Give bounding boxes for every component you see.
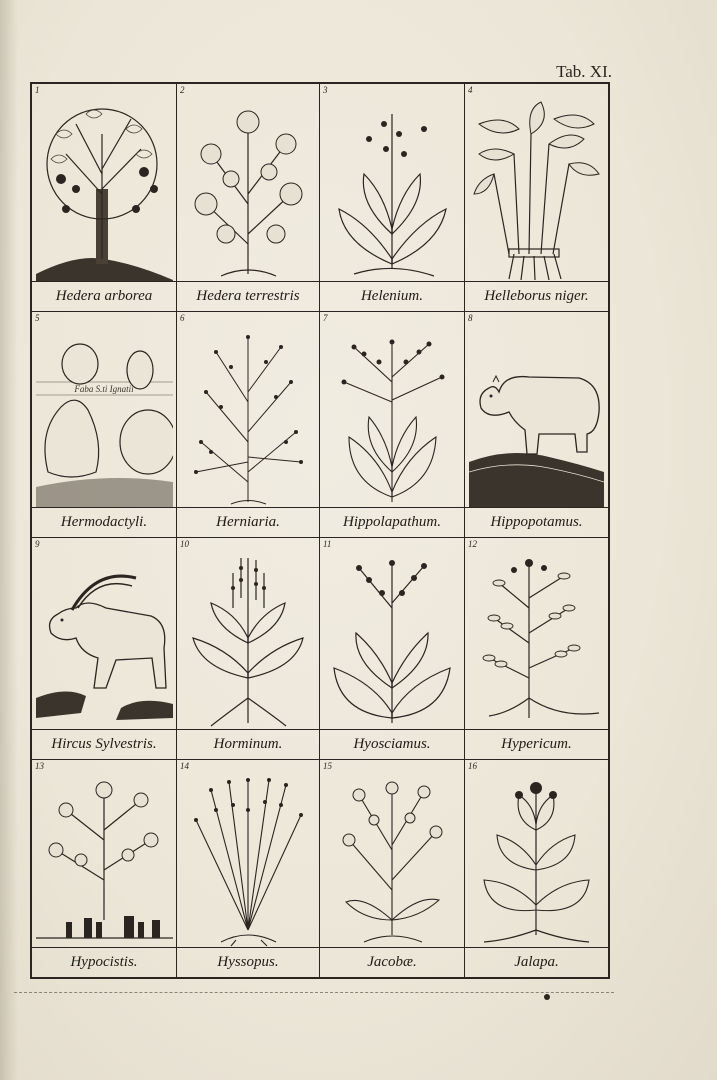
- cell-caption: Jalapa.: [465, 947, 608, 977]
- cell-number: 6: [180, 313, 185, 323]
- hippopotamus-icon: [469, 322, 604, 508]
- cell-caption: Hypocistis.: [32, 947, 176, 977]
- cell-number: 3: [323, 85, 328, 95]
- cell-caption: Hedera terrestris: [177, 281, 319, 311]
- cell-number: 1: [35, 85, 40, 95]
- cell-caption: Horminum.: [177, 729, 319, 759]
- cell-number: 7: [323, 313, 328, 323]
- cell-number: 12: [468, 539, 477, 549]
- leafy-herb-icon: [324, 94, 461, 282]
- bulbs-inner-label: Faba S.ti Ignatii: [74, 384, 134, 394]
- plate-cell: [320, 84, 465, 312]
- ink-dot-ornament: [544, 994, 550, 1000]
- herb-icon: [181, 94, 316, 282]
- plate-tab-label: Tab. XI.: [556, 62, 612, 81]
- cell-caption: Hypericum.: [465, 729, 608, 759]
- plate-cell: [465, 760, 608, 977]
- plate-cell: [32, 538, 177, 760]
- small-tree-icon: [36, 770, 173, 947]
- cell-number: 9: [35, 539, 40, 549]
- plate-cell: [177, 312, 320, 538]
- cell-number: 2: [180, 85, 185, 95]
- cell-number: 14: [180, 761, 189, 771]
- plate-cell: [177, 760, 320, 977]
- plate-cell: [32, 312, 177, 538]
- cell-caption: Herniaria.: [177, 507, 319, 537]
- plate-cell: [32, 84, 177, 312]
- plate-cell: [177, 84, 320, 312]
- cell-caption: Jacobæ.: [320, 947, 464, 977]
- cell-caption: Hyosciamus.: [320, 729, 464, 759]
- cell-number: 11: [323, 539, 332, 549]
- plate-cell: [32, 760, 177, 977]
- tall-herb-icon: [181, 548, 316, 730]
- cell-number: 8: [468, 313, 473, 323]
- bulbs-icon: [36, 322, 173, 508]
- bushy-herb-icon: [181, 322, 316, 508]
- cell-caption: Hermodactyli.: [32, 507, 176, 537]
- spiky-herb-icon: [181, 770, 316, 947]
- shrub-icon: [469, 548, 604, 730]
- plate-cell: [465, 312, 608, 538]
- cell-caption: Helenium.: [320, 281, 464, 311]
- tree-icon: [36, 94, 173, 282]
- cell-caption: Hippopotamus.: [465, 507, 608, 537]
- plate-cell: [320, 760, 465, 977]
- cell-caption: Hyssopus.: [177, 947, 319, 977]
- ibex-icon: [36, 548, 173, 730]
- plate-cell: [320, 312, 465, 538]
- plate-cell: [465, 84, 608, 312]
- cell-caption: Hippolapathum.: [320, 507, 464, 537]
- flowering-herb-icon: [324, 322, 461, 508]
- flowering-herb-icon: [324, 770, 461, 947]
- cell-number: 4: [468, 85, 473, 95]
- cell-caption: Helleborus niger.: [465, 281, 608, 311]
- broadleaf-herb-icon: [469, 770, 604, 947]
- plate-cell: [320, 538, 465, 760]
- rooted-herb-icon: [469, 94, 604, 282]
- page-bottom-rule: [14, 992, 614, 994]
- cell-number: 16: [468, 761, 477, 771]
- plate-cell: [465, 538, 608, 760]
- cell-number: 10: [180, 539, 189, 549]
- plate-cell: [177, 538, 320, 760]
- cell-caption: Hircus Sylvestris.: [32, 729, 176, 759]
- cell-number: 5: [35, 313, 40, 323]
- plate-grid: [30, 82, 610, 979]
- cell-caption: Hedera arborea: [32, 281, 176, 311]
- cell-number: 15: [323, 761, 332, 771]
- leafy-herb-icon: [324, 548, 461, 730]
- cell-number: 13: [35, 761, 44, 771]
